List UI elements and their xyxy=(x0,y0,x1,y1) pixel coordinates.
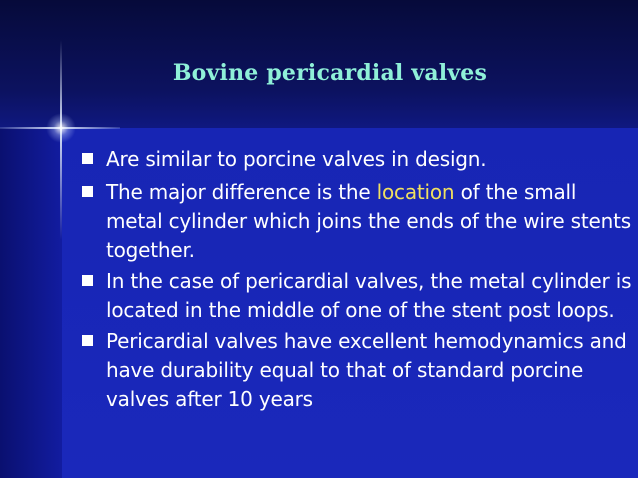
square-bullet-icon xyxy=(82,275,93,286)
bullet-text-continued: of the small metal cylinder which joins the ends of the wire stents together. xyxy=(106,180,631,262)
square-bullet-icon xyxy=(82,186,93,197)
square-bullet-icon xyxy=(82,335,93,346)
lens-flare-glow xyxy=(46,113,76,143)
square-bullet-icon xyxy=(82,153,93,164)
bullet-text: Pericardial valves have excellent hemodynamics and have durability equal to that of standard porcine valves after 10 years xyxy=(106,329,627,411)
bullet-item xyxy=(80,267,632,325)
bullet-item xyxy=(80,145,632,174)
bullet-item xyxy=(80,178,632,265)
left-strip xyxy=(0,128,62,478)
bullet-text: The major difference is the xyxy=(106,180,377,204)
bullet-text: In the case of pericardial valves, the metal cylinder is located in the middle of one of the stent post loops. xyxy=(106,269,632,322)
slide-title: Bovine pericardial valves xyxy=(172,60,488,86)
bullet-item xyxy=(80,327,632,414)
bullet-list xyxy=(80,145,632,414)
highlighted-word: location xyxy=(376,180,455,204)
bullet-text: Are similar to porcine valves in design. xyxy=(106,147,487,171)
